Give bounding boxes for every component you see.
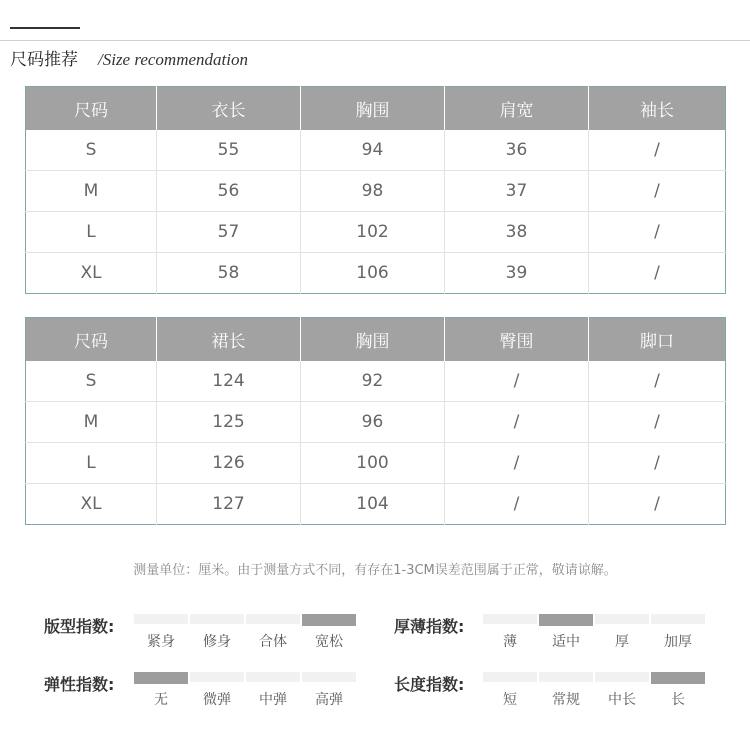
index-option: 微弹 [203, 692, 231, 708]
index-option: 短 [503, 692, 517, 708]
table-row [26, 443, 726, 484]
table-cell: / [445, 443, 589, 484]
table-cell: 58 [157, 253, 301, 294]
index-label: 版型指数: [44, 617, 115, 636]
table-cell: M [26, 171, 157, 212]
index-label: 弹性指数: [44, 675, 115, 694]
table-cell: / [589, 402, 726, 443]
index-bar-segment [651, 614, 705, 624]
table-cell: / [654, 371, 660, 391]
size-table-bottom [25, 317, 726, 525]
index-bar-segment [595, 614, 649, 624]
header-cell: 脚口 [589, 318, 726, 362]
header-cell: 尺码 [26, 318, 157, 362]
header-cell: 尺码 [26, 87, 157, 131]
header-cell: 胸围 [301, 87, 445, 131]
header-cell: 裙长 [157, 318, 301, 362]
index-option: 常规 [552, 692, 580, 708]
header-cell: 袖长 [589, 87, 726, 131]
table-cell: 126 [157, 443, 301, 484]
index-option: 修身 [203, 634, 231, 650]
heading-cn: 尺码推荐 [10, 50, 78, 70]
table-cell: S [26, 361, 157, 402]
index-bar-segment [483, 672, 537, 682]
table-header-row [26, 318, 726, 362]
index-option: 无 [154, 692, 168, 708]
index-option: 合体 [259, 634, 287, 650]
index-bar-segment [246, 672, 300, 682]
index-bar-segment [134, 672, 188, 684]
divider-line [0, 40, 750, 41]
table-cell: / [589, 443, 726, 484]
table-row [26, 130, 726, 171]
index-option: 紧身 [147, 634, 175, 650]
table-cell: 125 [157, 402, 301, 443]
section-heading [10, 48, 248, 72]
table-cell: XL [26, 484, 157, 525]
table-cell: 56 [157, 171, 301, 212]
table-cell: 98 [301, 171, 445, 212]
index-label: 长度指数: [394, 675, 465, 694]
table-cell: XL [26, 253, 157, 294]
table-cell: 127 [157, 484, 301, 525]
index-option: 适中 [552, 634, 580, 650]
table-cell: / [445, 484, 589, 525]
size-table-top [25, 86, 726, 294]
table-cell: S [26, 130, 157, 171]
index-bar-segment [539, 672, 593, 682]
table-cell: / [654, 140, 660, 160]
fit-index [44, 614, 364, 654]
table-row [26, 171, 726, 212]
heading-en: /Size recommendation [98, 50, 248, 69]
table-cell: / [589, 253, 726, 294]
index-option: 薄 [503, 634, 517, 650]
table-cell: 106 [301, 253, 445, 294]
table-cell: 96 [301, 402, 445, 443]
index-bar-segment [302, 614, 356, 626]
index-bar-segment [190, 614, 244, 624]
index-option: 高弹 [315, 692, 343, 708]
elasticity-index [44, 672, 364, 712]
table-row [26, 402, 726, 443]
measurement-note: 测量单位：厘米。由于测量方式不同，有存在1-3CM误差范围属于正常，敬请谅解。 [133, 563, 617, 578]
index-option: 宽松 [315, 634, 343, 650]
table-cell: M [26, 402, 157, 443]
table-cell: 38 [445, 212, 589, 253]
table-cell: L [26, 212, 157, 253]
table-row [26, 253, 726, 294]
header-cell: 肩宽 [445, 87, 589, 131]
table-cell: 37 [445, 171, 589, 212]
index-bar-segment [190, 672, 244, 682]
table-header-row [26, 87, 726, 131]
table-cell: 124 [157, 361, 301, 402]
header-cell: 臀围 [445, 318, 589, 362]
index-option: 中弹 [259, 692, 287, 708]
index-bar-segment [651, 672, 705, 684]
table-cell: / [589, 212, 726, 253]
index-option: 厚 [615, 634, 629, 650]
table-cell: / [445, 361, 589, 402]
table-row [26, 212, 726, 253]
table-row [26, 361, 726, 402]
thickness-index [394, 614, 714, 654]
table-cell: L [26, 443, 157, 484]
table-cell: 57 [157, 212, 301, 253]
table-cell: 100 [301, 443, 445, 484]
title-accent-line [10, 27, 80, 29]
index-option: 长 [671, 692, 685, 708]
table-cell: / [589, 171, 726, 212]
table-cell: 102 [301, 212, 445, 253]
index-bar-segment [246, 614, 300, 624]
index-label: 厚薄指数: [394, 617, 465, 636]
table-cell: 36 [445, 130, 589, 171]
table-cell: 92 [301, 361, 445, 402]
length-index [394, 672, 714, 712]
index-bar-segment [483, 614, 537, 624]
table-cell: 94 [301, 130, 445, 171]
index-bar-segment [539, 614, 593, 626]
index-bar-segment [595, 672, 649, 682]
table-row [26, 484, 726, 525]
table-cell: / [589, 484, 726, 525]
table-cell: 39 [445, 253, 589, 294]
table-cell: 55 [157, 130, 301, 171]
index-bar-segment [134, 614, 188, 624]
header-cell: 胸围 [301, 318, 445, 362]
index-option: 中长 [608, 692, 636, 708]
header-cell: 衣长 [157, 87, 301, 131]
table-cell: / [445, 402, 589, 443]
index-bar-segment [302, 672, 356, 682]
table-cell: 104 [301, 484, 445, 525]
index-option: 加厚 [664, 634, 692, 650]
